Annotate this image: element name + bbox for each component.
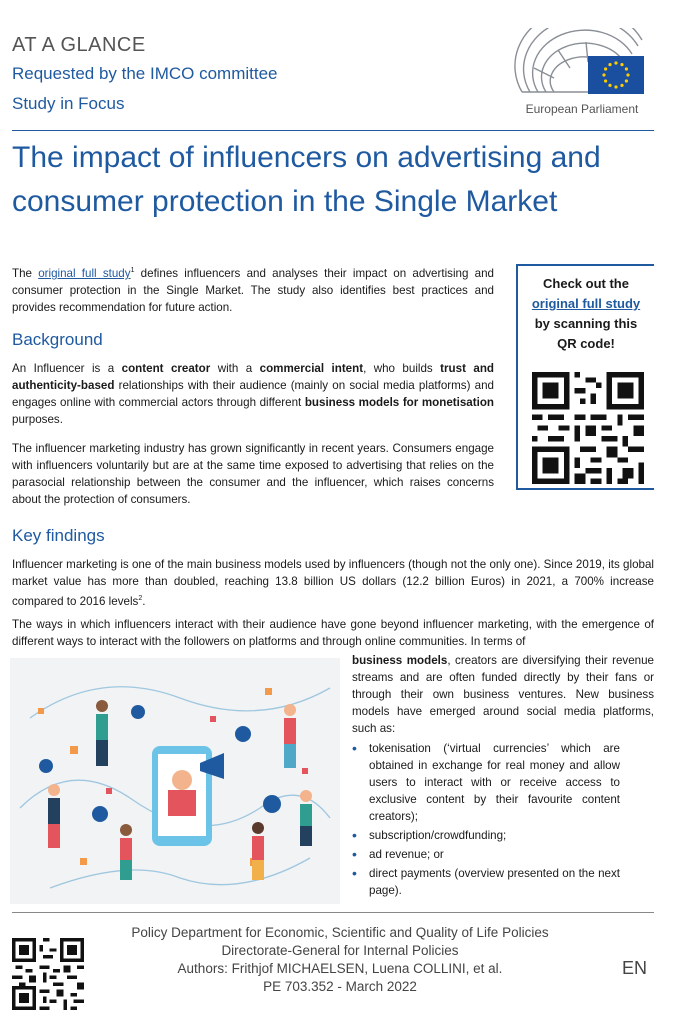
shopping-tag-icon xyxy=(263,795,281,813)
qr-callout xyxy=(516,264,654,490)
list-item: • subscription/crowdfunding; xyxy=(352,827,620,844)
influencer-illustration xyxy=(10,658,340,904)
language-code: EN xyxy=(622,958,648,978)
qr-code-icon[interactable] xyxy=(532,372,644,484)
intro-paragraph xyxy=(12,262,494,316)
footnote-ref[interactable]: 1 xyxy=(130,267,135,274)
intro-text: The xyxy=(12,266,39,280)
business-models-list xyxy=(352,740,620,901)
person-head-icon xyxy=(172,770,192,790)
key-findings-heading: Key findings xyxy=(12,526,105,545)
european-parliament-logo xyxy=(514,28,650,122)
list-item: • tokenisation (‘virtual currencies’ which are obtained in exchange for real money and allow users to interact with or receive access to exclusive content by their favourite content creators); xyxy=(352,740,620,825)
qr-callout-link[interactable]: original full study xyxy=(531,296,641,311)
original-study-link[interactable]: original full study xyxy=(38,266,131,280)
kicker: AT A GLANCE xyxy=(12,34,146,56)
background-paragraph-2: The influencer marketing industry has grown significantly in recent years. Consumers engage with influencers voluntarily but are at the same time exposed to advertising that relies on the parasocial relationship between the consumer and the influencer, which raises concerns about the protection of consumers. xyxy=(12,442,494,506)
key-findings-paragraph-1: Influencer marketing is one of the main business models used by influencers (though not the only one). Since 2019, its global market value has more than doubled, reaching 13.8 billion US dollars (12.2 billion Euros) in 2021, a 700% increase compared to 2016 levels$^2$. xyxy=(12,558,654,608)
document-reference: PE 703.352 - March 2022 xyxy=(263,979,417,994)
list-item: • direct payments (overview presented on the next page). xyxy=(352,865,620,899)
page-title: The impact of influencers on advertising and consumer protection in the Single Market xyxy=(12,141,601,218)
globe-icon xyxy=(131,705,145,719)
logo-text: European Parliament xyxy=(525,102,639,116)
hemicycle-icon xyxy=(514,28,650,100)
home-icon xyxy=(39,759,53,773)
footer-qr-code-icon[interactable] xyxy=(12,938,84,1010)
footnote-ref-2[interactable]: 2 xyxy=(138,595,143,602)
series-label: Study in Focus xyxy=(12,94,125,113)
footer-text xyxy=(100,924,580,996)
header-divider xyxy=(12,130,654,131)
policy-department: Policy Department for Economic, Scientific and Quality of Life Policies xyxy=(131,925,549,940)
qr-callout-line2: by scanning this QR code! xyxy=(534,316,638,351)
background-paragraph-1: An Influencer is a content creator with a commercial intent, who builds trust and authenticity-based relationships with their audience (mainly on social media platforms) and engages online with commercial actors through different business models for monetisation purposes. xyxy=(12,362,494,426)
background-heading: Background xyxy=(12,330,103,349)
directorate: Directorate-General for Internal Policies xyxy=(221,943,459,958)
intro-text-rest: defines influencers and analyses their impact on advertising and consumer protection in the Single Market. The study also identifies best practices and provides recommendation for future action. xyxy=(12,266,494,314)
qr-callout-line1: Check out the xyxy=(543,276,629,291)
like-icon xyxy=(92,806,108,822)
authors: Authors: Frithjof MICHAELSEN, Luena COLLINI, et al. xyxy=(177,961,503,976)
thumbs-up-icon xyxy=(235,726,251,742)
business-models-paragraph: business models, creators are diversifying their revenue streams and are often funded directly by their fans or through their own business ventures. New business models have emerged around social media platforms, such as: xyxy=(352,654,654,735)
key-findings-paragraph-2: The ways in which influencers interact with their audience have gone beyond influencer marketing, with the emergence of different ways to interact with the followers on platforms and through online communities. In terms of xyxy=(12,618,654,648)
footer-divider xyxy=(12,912,654,913)
list-item: • ad revenue; or xyxy=(352,846,620,863)
requested-by: Requested by the IMCO committee xyxy=(12,64,278,83)
